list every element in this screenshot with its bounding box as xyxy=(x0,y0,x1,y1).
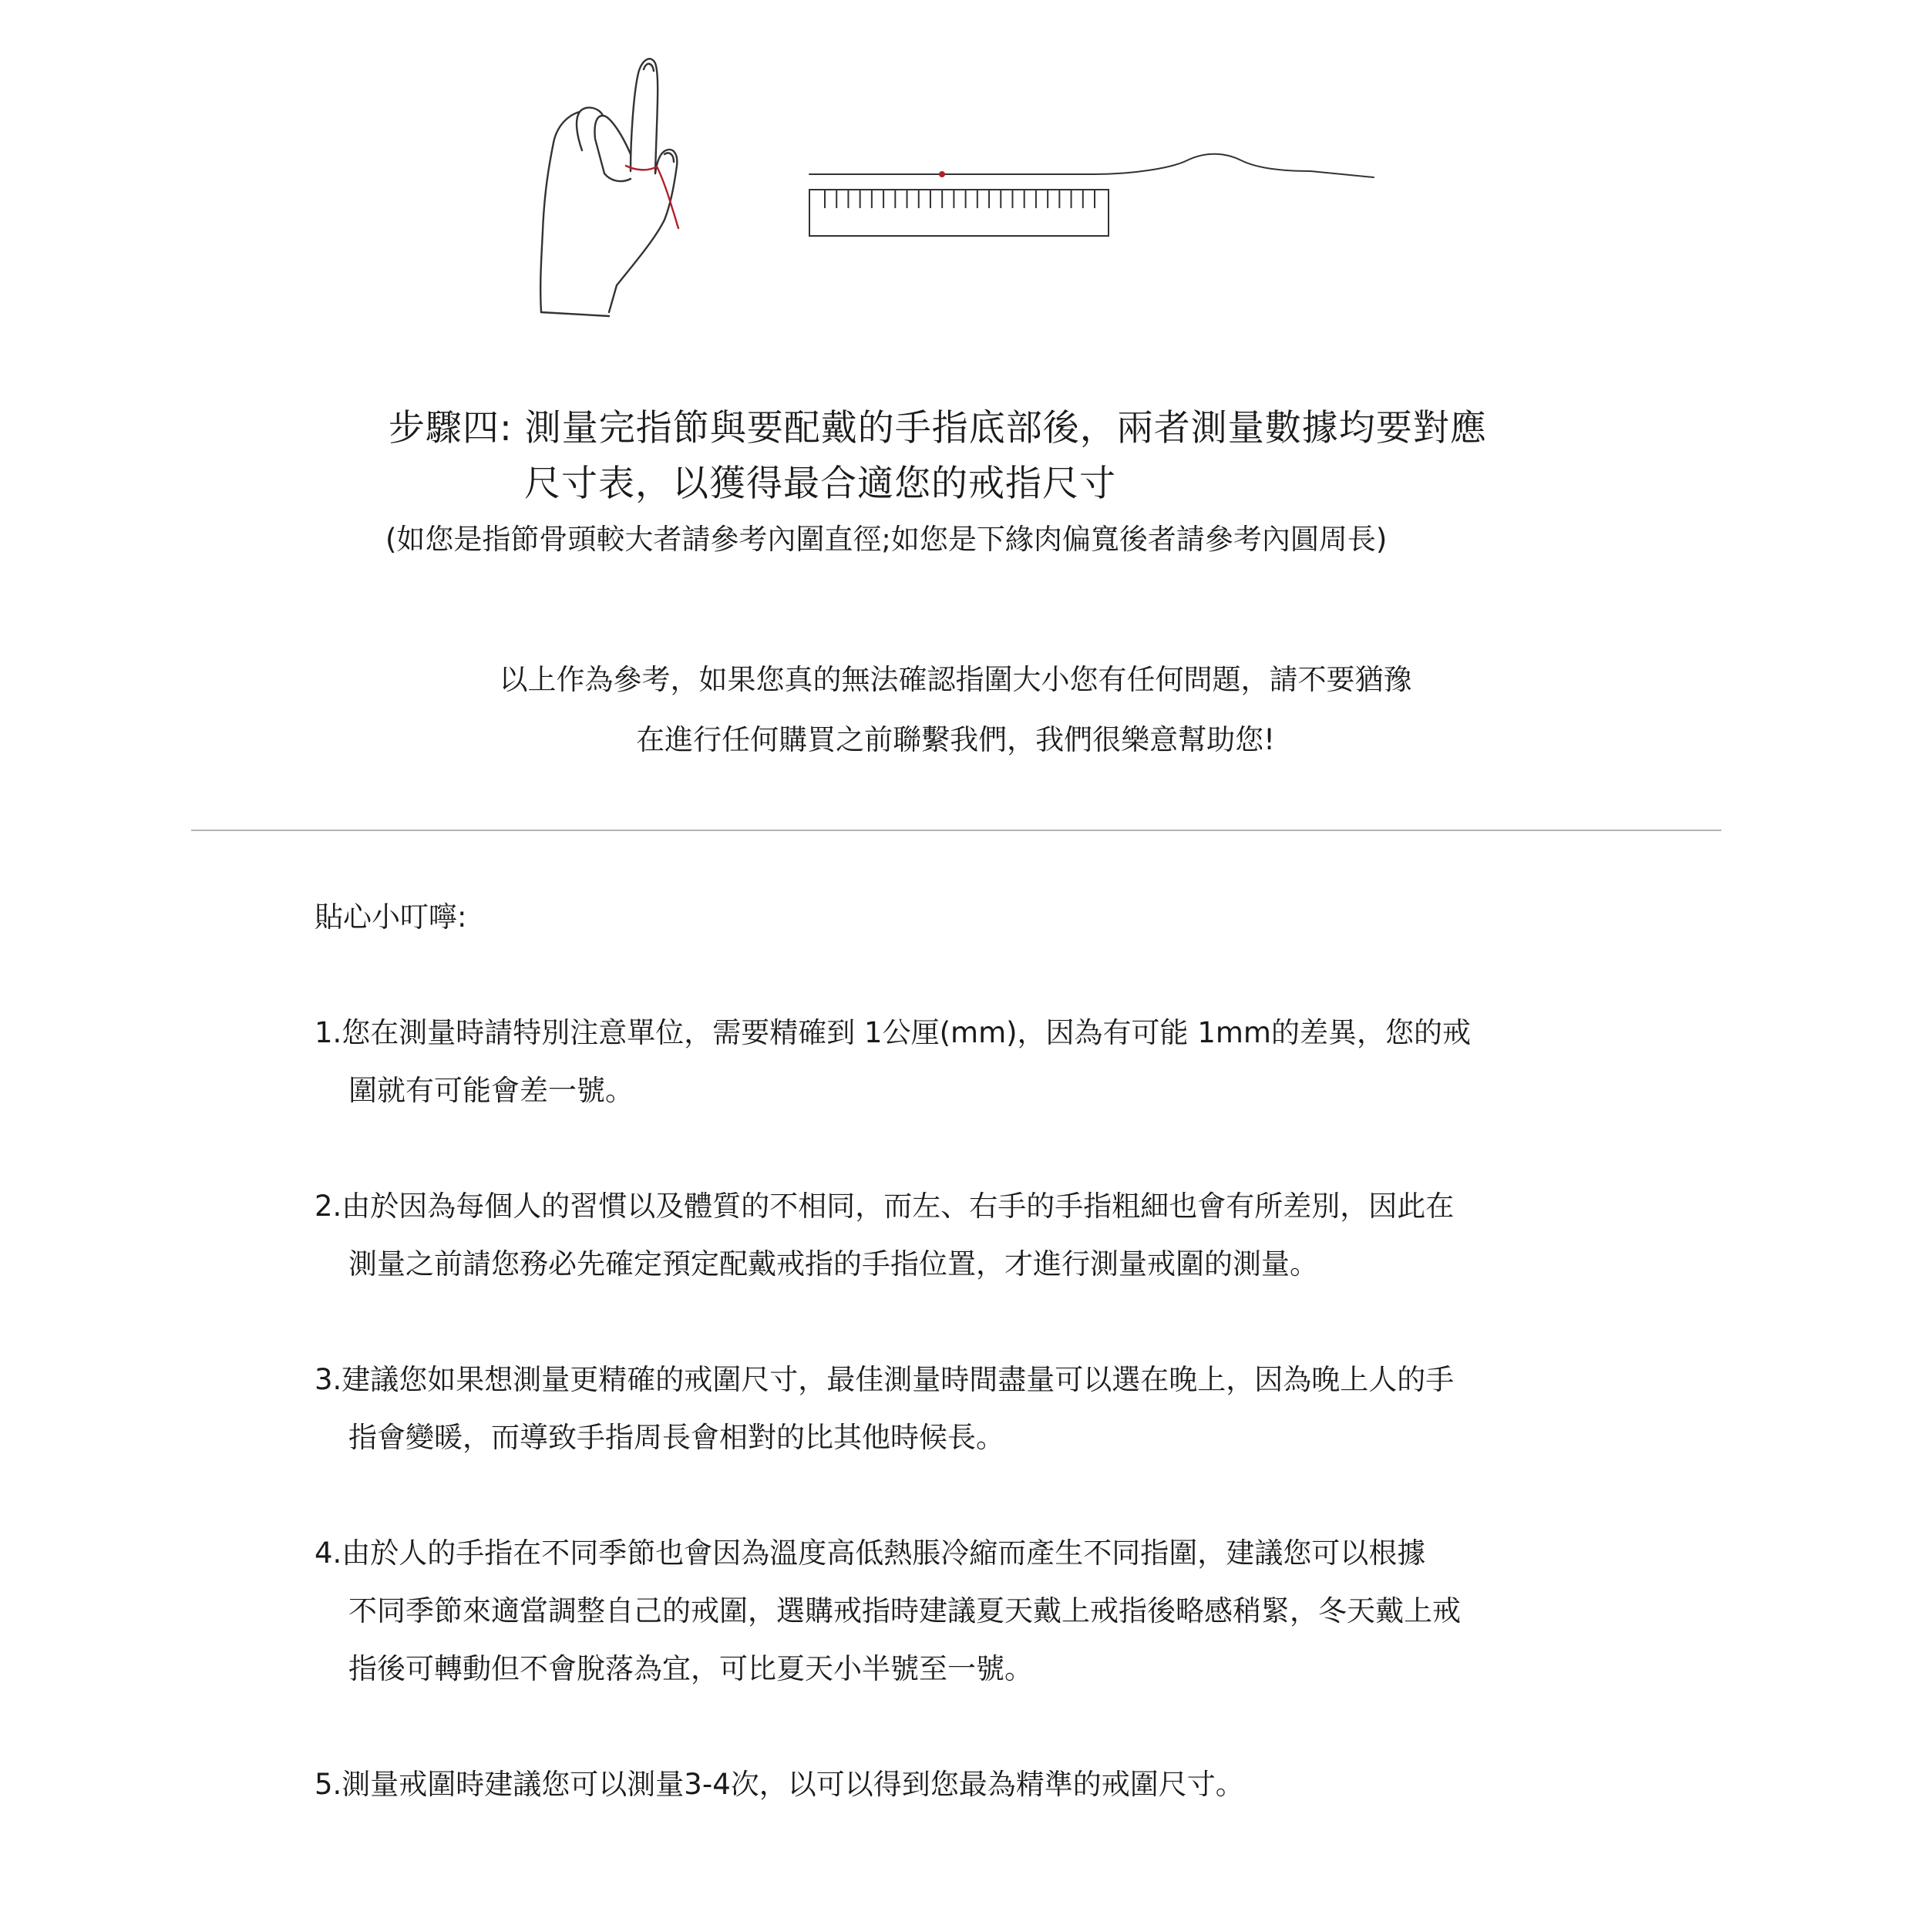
closing-line-2: 在進行任何購買之前聯繫我們，我們很樂意幫助您! xyxy=(636,723,1275,756)
step-four-note: (如您是指節骨頭較大者請參考內圍直徑;如您是下緣肉偏寬後者請參考內圓周長) xyxy=(385,523,1388,556)
tip-line: 測量之前請您務必先確定預定配戴戒指的手指位置，才進行測量戒圍的測量。 xyxy=(348,1247,1318,1281)
tip-line: 不同季節來適當調整自己的戒圍，選購戒指時建議夏天戴上戒指後略感稍緊，冬天戴上戒 xyxy=(348,1594,1461,1627)
tip-item-2 xyxy=(315,1177,1617,1293)
ring-measurement-illustration xyxy=(0,0,1911,339)
tip-line: 2.由於因為每個人的習慣以及體質的不相同，而左、右手的手指粗細也會有所差別，因此在 xyxy=(315,1190,1455,1223)
tip-line: 4.由於人的手指在不同季節也會因為溫度高低熱脹冷縮而產生不同指圍，建議您可以根據 xyxy=(315,1537,1426,1570)
step-four-line-1: 步驟四: 測量完指節與要配戴的手指底部後，兩者測量數據均要對應 xyxy=(389,407,1487,449)
closing-line-1: 以上作為參考，如果您真的無法確認指圍大小您有任何問題，請不要猶豫 xyxy=(499,663,1412,696)
tip-line: 5.測量戒圍時建議您可以測量3-4次，以可以得到您最為精準的戒圍尺寸。 xyxy=(315,1768,1244,1801)
tip-item-1 xyxy=(315,1004,1617,1119)
tip-item-3 xyxy=(315,1351,1617,1466)
section-divider xyxy=(191,830,1721,831)
hand-icon xyxy=(540,59,677,316)
thread-line xyxy=(809,154,1374,177)
thread-marker xyxy=(939,171,945,177)
tip-item-5 xyxy=(315,1755,1617,1813)
step-four-line-2: 尺寸表，以獲得最合適您的戒指尺寸 xyxy=(524,463,1116,505)
tip-line: 圍就有可能會差一號。 xyxy=(348,1074,634,1107)
tip-item-4 xyxy=(315,1524,1617,1698)
tip-line: 指會變暖，而導致手指周長會相對的比其他時候長。 xyxy=(348,1421,1004,1454)
ruler-icon xyxy=(809,190,1109,236)
tip-line: 1.您在測量時請特別注意單位，需要精確到 1公厘(mm)，因為有可能 1mm的差異，您的戒 xyxy=(315,1016,1471,1049)
tips-title: 貼心小叮嚀: xyxy=(315,900,467,934)
tip-line: 3.建議您如果想測量更精確的戒圍尺寸，最佳測量時間盡量可以選在晚上，因為晚上人的手 xyxy=(315,1363,1455,1396)
tip-line: 指後可轉動但不會脫落為宜，可比夏天小半號至一號。 xyxy=(348,1652,1033,1685)
